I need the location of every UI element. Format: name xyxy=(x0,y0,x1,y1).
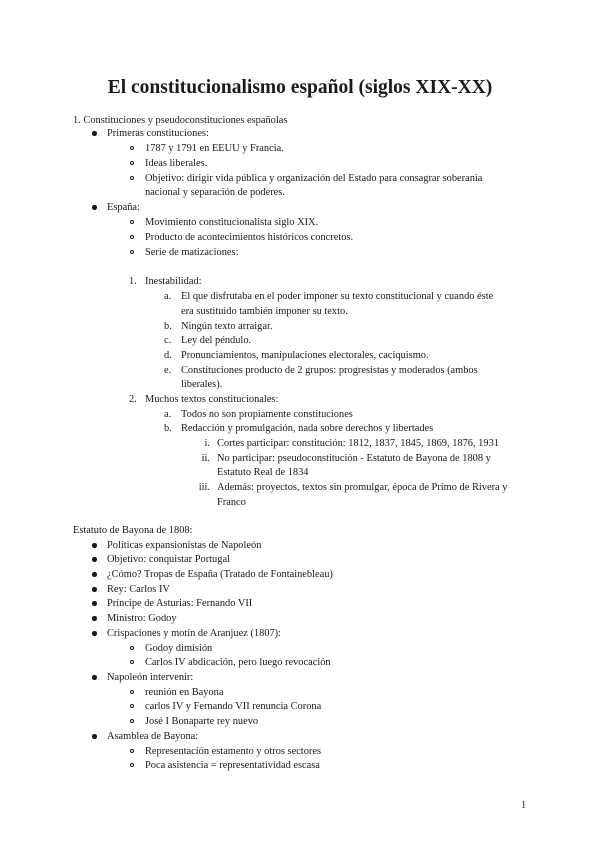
list-item: Producto de acontecimientos históricos concretos. xyxy=(145,232,354,243)
bullet-circle xyxy=(130,690,134,694)
list-item: Redacción y promulgación, nada sobre derechos y libertades xyxy=(181,423,434,434)
list-item: Además: proyectos, textos sin promulgar, época de Primo de Rivera y xyxy=(217,482,508,493)
bullet-circle xyxy=(130,763,134,767)
list-item: Napoleón intervenir: xyxy=(107,672,194,683)
list-item: Inestabilidad: xyxy=(145,276,202,287)
bullet-circle xyxy=(130,176,134,180)
bullet-dot xyxy=(92,543,97,548)
list-item-continuation: liberales). xyxy=(181,379,223,390)
list-item: Cortes participar: constitución: 1812, 1837, 1845, 1869, 1876, 1931 xyxy=(217,438,499,449)
list-marker: d. xyxy=(164,350,172,361)
list-item: Rey: Carlos IV xyxy=(107,584,170,595)
list-item: 1787 y 1791 en EEUU y Francia. xyxy=(145,143,284,154)
page-title: El constitucionalismo español (siglos XIX-XX) xyxy=(107,77,493,98)
list-marker: c. xyxy=(164,335,172,346)
list-marker: i. xyxy=(204,438,210,449)
list-item: Ideas liberales. xyxy=(145,158,208,169)
list-item: José I Bonaparte rey nuevo xyxy=(145,716,259,727)
list-item: Serie de matizaciones: xyxy=(145,247,239,258)
list-item: Godoy dimisión xyxy=(145,643,213,654)
bullet-dot xyxy=(92,631,97,636)
bullet-circle xyxy=(130,704,134,708)
page-number: 1 xyxy=(521,800,527,811)
section-heading: 1. Constituciones y pseudoconstituciones españolas xyxy=(73,115,288,126)
list-item-continuation: era sustituido también imponer su texto. xyxy=(181,306,348,317)
bullet-dot xyxy=(92,675,97,680)
bullet-circle xyxy=(130,646,134,650)
list-item: El que disfrutaba en el poder imponer su texto constitucional y cuando éste xyxy=(181,291,494,302)
list-item-continuation: Estatuto Real de 1834 xyxy=(217,467,309,478)
list-item: Objetivo: dirigir vida pública y organización del Estado para consagrar soberanía xyxy=(145,173,483,184)
list-item: Carlos IV abdicación, pero luego revocación xyxy=(145,657,331,668)
list-item-continuation: Franco xyxy=(217,497,246,508)
bullet-dot xyxy=(92,616,97,621)
list-item: Pronunciamientos, manipulaciones electorales, caciquismo. xyxy=(181,350,429,361)
list-item-continuation: nacional y separación de poderes. xyxy=(145,187,285,198)
list-item: carlos IV y Fernando VII renuncia Corona xyxy=(145,701,322,712)
bullet-circle xyxy=(130,660,134,664)
bullet-dot xyxy=(92,572,97,577)
bullet-dot xyxy=(92,587,97,592)
list-item: No participar: pseudoconstitución - Estatuto de Bayona de 1808 y xyxy=(217,453,491,464)
list-marker: ii. xyxy=(201,453,210,464)
list-item: Primeras constituciones: xyxy=(107,128,209,139)
list-item: Ministro: Godoy xyxy=(107,613,177,624)
list-item: Ley del péndulo. xyxy=(181,335,252,346)
list-marker: iii. xyxy=(198,482,210,493)
bullet-dot xyxy=(92,205,97,210)
list-marker: b. xyxy=(164,321,172,332)
bullet-circle xyxy=(130,250,134,254)
list-item: Poca asistencia = representatividad escasa xyxy=(145,760,320,771)
list-item: Políticas expansionistas de Napoleón xyxy=(107,540,262,551)
list-item: Movimiento constitucionalista siglo XIX. xyxy=(145,217,319,228)
list-item: Crispaciones y motín de Aranjuez (1807): xyxy=(107,628,282,639)
bullet-circle xyxy=(130,749,134,753)
bullet-dot xyxy=(92,734,97,739)
list-item: Todos no son propiamente constituciones xyxy=(181,409,353,420)
list-marker: a. xyxy=(164,409,172,420)
list-marker: e. xyxy=(164,365,172,376)
list-marker: a. xyxy=(164,291,172,302)
list-item: Representación estamento y otros sectores xyxy=(145,746,322,757)
bullet-circle xyxy=(130,161,134,165)
bullet-dot xyxy=(92,557,97,562)
list-item: reunión en Bayona xyxy=(145,687,224,698)
list-marker: 1. xyxy=(129,276,137,287)
list-marker: b. xyxy=(164,423,172,434)
list-item: Asamblea de Bayona: xyxy=(107,731,199,742)
bullet-circle xyxy=(130,220,134,224)
bullet-circle xyxy=(130,146,134,150)
bullet-circle xyxy=(130,719,134,723)
list-item: Muchos textos constitucionales: xyxy=(145,394,279,405)
bullet-dot xyxy=(92,601,97,606)
list-item: Ningún texto arraigar. xyxy=(181,321,273,332)
section-heading: Estatuto de Bayona de 1808: xyxy=(73,525,193,536)
bullet-dot xyxy=(92,131,97,136)
bullet-circle xyxy=(130,235,134,239)
list-item: Constituciones producto de 2 grupos: progresistas y moderados (ambos xyxy=(181,365,478,376)
list-item: Objetivo: conquistar Portugal xyxy=(107,554,230,565)
list-item: Príncipe de Asturias: Fernando VII xyxy=(107,598,253,609)
list-marker: 2. xyxy=(129,394,137,405)
list-item: España: xyxy=(107,202,140,213)
list-item: ¿Cómo? Tropas de España (Tratado de Fontainebleau) xyxy=(107,569,333,580)
